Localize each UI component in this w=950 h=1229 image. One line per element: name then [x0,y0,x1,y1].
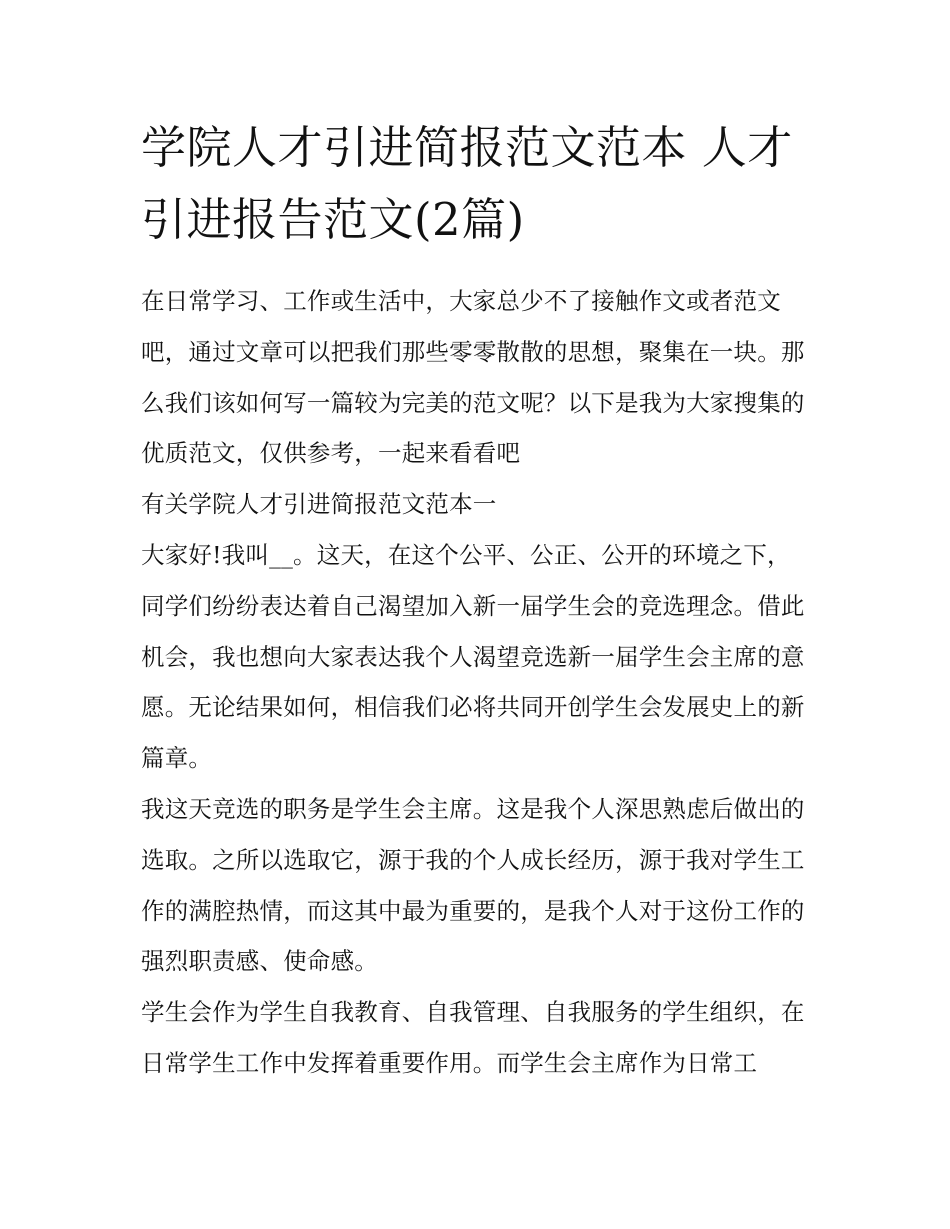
document-title: 学院人才引进简报范文范本 人才引进报告范文(2篇) [141,121,793,246]
intro-paragraph: 在日常学习、工作或生活中，大家总少不了接触作文或者范文吧，通过文章可以把我们那些零零散散的思想，聚集在一块。那么我们该如何写一篇较为完美的范文呢？以下是我为大家搜集的优质范文，仅供参考，一起来看看吧 [141,287,805,468]
section-heading: 有关学院人才引进简报范文范本一 [141,490,497,519]
document-body [141,112,813,1089]
body-paragraph: 我这天竞选的职务是学生会主席。这是我个人深思熟虑后做出的选取。之所以选取它，源于我的个人成长经历，源于我对学生工作的满腔热情，而这其中最为重要的，是我个人对于这份工作的强烈职责感、使命感。 [141,794,805,976]
body-paragraph: 学生会作为学生自我教育、自我管理、自我服务的学生组织，在日常学生工作中发挥着重要作用。而学生会主席作为日常工 [141,998,805,1077]
body-paragraph: 大家好!我叫__。这天，在这个公平、公正、公开的环境之下，同学们纷纷表达着自己渴望加入新一届学生会的竞选理念。借此机会，我也想向大家表达我个人渴望竞选新一届学生会主席的意愿。无论结果如何，相信我们必将共同开创学生会发展史上的新篇章。 [141,540,805,773]
